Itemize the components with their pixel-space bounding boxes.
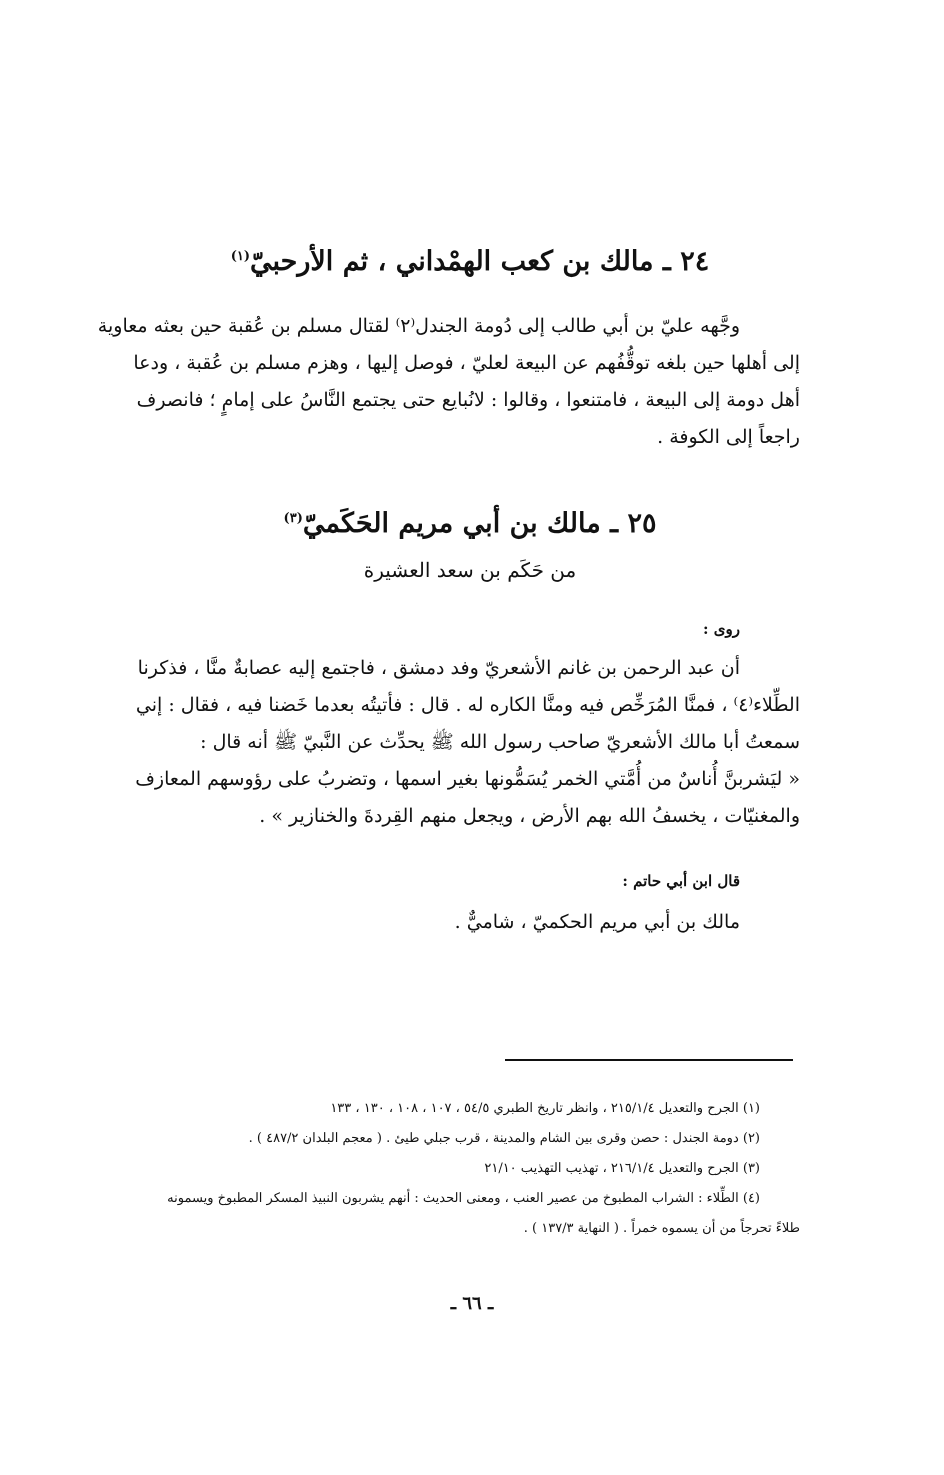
rawa-label: روى : <box>703 620 740 638</box>
entry-25-line-5: والمغنيّات ، يخسفُ الله بهم الأرض ، ويجعل منهم القِردةَ والخنازير » . <box>259 805 800 827</box>
entry-24-line-4: راجعاً إلى الكوفة . <box>657 426 800 448</box>
footnote-separator <box>505 1059 793 1061</box>
entry-24-paragraph <box>97 308 800 456</box>
footnote-3: (٣) الجرح والتعديل ٢١٦/١/٤ ، تهذيب التهذيب ٢١/١٠ <box>484 1161 760 1176</box>
entry-24-heading-text: ٢٤ ـ مالك بن كعب الهمْداني ، ثم الأرحبيّ <box>250 246 710 277</box>
entry-25-subheading: من حَكَم بن سعد العشيرة <box>363 558 577 582</box>
entry-24-line-2: إلى أهلها حين بلغه توقُّفُهم عن البيعة لعليّ ، فوصل إليها ، وهزم مسلم بن عُقبة ، ودعا <box>133 352 800 374</box>
entry-25-heading <box>150 508 790 539</box>
entry-25-line-3: سمعتُ أبا مالك الأشعريّ صاحب رسول الله ﷺ يحدِّث عن النَّبيّ ﷺ أنه قال : <box>200 731 800 753</box>
footnote-4: (٤) الطِّلاء : الشراب المطبوخ من عصير العنب ، ومعنى الحديث : أنهم يشربون النبيذ المسكر المطبوخ ويسمونه <box>167 1191 760 1206</box>
entry-24-line-3: أهل دومة إلى البيعة ، فامتنعوا ، وقالوا : لانُبايع حتى يجتمع النَّاسُ على إمامٍ ؛ فانصرف <box>136 389 800 411</box>
entry-25-line-2: الطِّلاء⁽٤⁾ ، فمنَّا المُرَخِّص فيه ومنَّا الكاره له . قال : فأتيتُه بعدما خَضنا فيه ، فقال : إني <box>135 694 800 716</box>
footnote-ref-3: (٣) <box>283 511 303 526</box>
footnote-2: (٢) دومة الجندل : حصن وقرى بين الشام والمدينة ، قرب جبلي طيئ . ( معجم البلدان ٤٨٧/٢ ) . <box>248 1131 760 1146</box>
entry-25-paragraph <box>110 650 800 835</box>
entry-25-line-1: أن عبد الرحمن بن غانم الأشعريّ وفد دمشق ، فاجتمع إليه عصابةٌ منَّا ، فذكرنا <box>137 657 740 679</box>
page-number: ـ ٦٦ ـ <box>450 1293 494 1314</box>
entry-25-heading-text: ٢٥ ـ مالك بن أبي مريم الحَكَميّ <box>302 508 657 539</box>
footnote-4-cont: طلاءً تحرجاً من أن يسموه خمراً . ( النهاية ١٣٧/٣ ) . <box>523 1221 800 1236</box>
footnotes <box>100 1094 800 1244</box>
footnote-1: (١) الجرح والتعديل ٢١٥/١/٤ ، وانظر تاريخ الطبري ٥٤/٥ ، ١٠٧ ، ١٠٨ ، ١٣٠ ، ١٣٣ <box>330 1101 760 1116</box>
abi-hatim-text: مالك بن أبي مريم الحكميّ ، شاميٌّ . <box>454 911 740 933</box>
entry-25-line-4: « ليَشربنَّ أُناسٌ من أُمَّتي الخمر يُسَمُّونها بغير اسمها ، وتضربُ على رؤوسهم المعازف <box>135 768 800 790</box>
entry-24-heading <box>150 246 790 277</box>
footnote-ref-1: (١) <box>230 249 251 264</box>
entry-24-line-1: وجَّهه عليّ بن أبي طالب إلى دُومة الجندل⁽٢⁾ لقتال مسلم بن عُقبة حين بعثه معاوية <box>97 315 740 337</box>
abi-hatim-label: قال ابن أبي حاتم : <box>622 872 740 890</box>
